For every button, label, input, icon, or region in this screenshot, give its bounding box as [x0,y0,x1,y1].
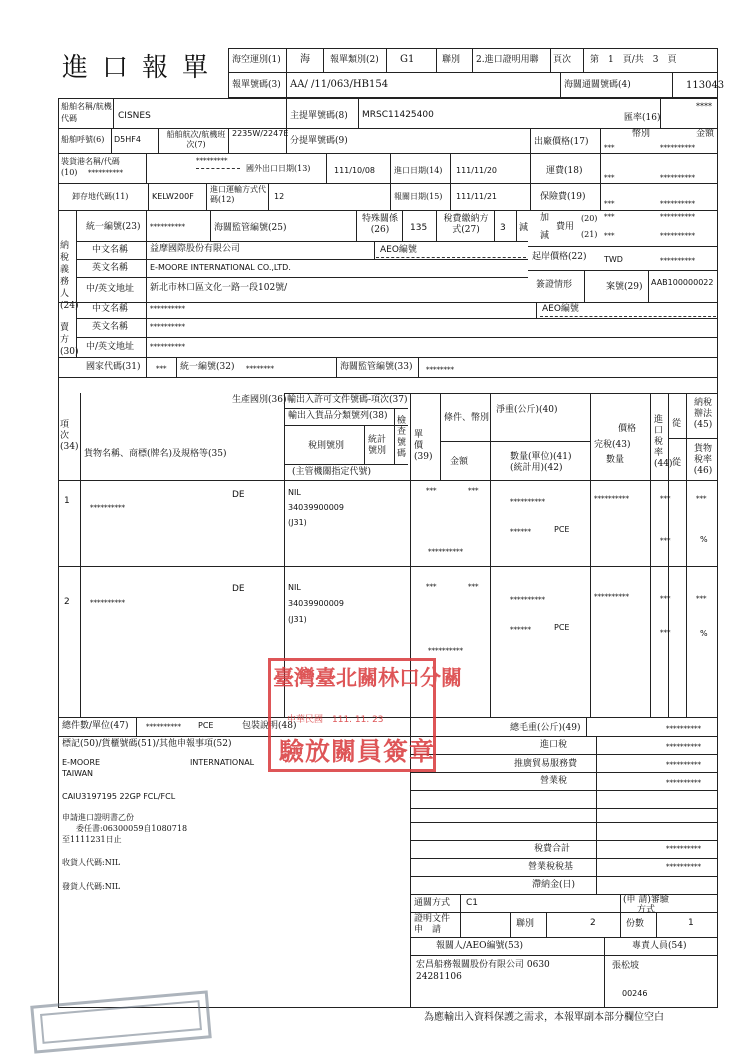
declaration-type: G1 [400,54,415,65]
vat-label: 營業稅 [540,776,568,786]
storage-code: KELW200F [152,192,194,201]
price-amount: ********** [660,144,695,152]
agency-label: (主管機關指定代號) [292,467,372,477]
sub-amount: ********** [660,232,695,240]
item-2-terms2: *** [468,583,479,591]
seller-en-name: ********** [150,323,185,331]
item-1-terms: *** [426,487,437,495]
declaration-type-label: 報單類別(2) [330,55,379,65]
marks-line-5: 委任書:06300059自1080718 [76,824,188,833]
item-1-rate: *** [660,495,671,503]
seller-supervise: ******** [426,366,454,374]
sub-label: 減 [540,231,550,241]
add-label: 加 [540,213,550,223]
item-2-origin: DE [232,584,245,594]
import-tax: ********** [666,743,701,751]
taxpayer-aeo-label: AEO編號 [380,245,417,255]
item-2-qty: ****** [510,626,531,634]
item-2-pct: % [700,629,708,638]
packages-unit: PCE [198,721,214,730]
item-2-method: *** [696,595,707,603]
seller-aeo-label: AEO編號 [542,304,579,314]
person-label: 專責人員(54) [632,941,687,951]
quantity-label: 數量 [606,455,625,465]
vat-base-label: 營業稅稅基 [528,862,574,872]
doc-count: 1 [688,918,694,928]
doc-label: 證明文件申 請 [414,914,451,935]
vat-base: ********** [666,863,701,871]
report-date-label: 報關日期(15) [394,192,443,201]
item-2-code: (J31) [288,615,307,624]
item-1-desc: ********** [90,504,125,512]
customs-code-label: 海關通關號碼(4) [564,80,631,90]
taxpayer-uid-label: 統一編號(23) [86,222,141,232]
price-currency: *** [604,144,615,152]
tax-total: ********** [666,845,701,853]
declaration-no-label: 報單號碼(3) [232,80,281,90]
loading-port-code: ********* [196,157,228,165]
item-2-tariff: 34039900009 [288,599,344,608]
loading-port-label: 裝貨港名稱/代碼(10) [61,157,120,177]
unit-amount-label: 金額 [450,457,469,467]
page-label: 頁次 [553,55,572,65]
taxpayer-en-name: E-MOORE INTERNATIONAL CO.,LTD. [150,263,291,272]
marks-line-4: 申請進口證明書乙份 [62,813,134,822]
import-method: 12 [274,192,285,201]
price-label: 出廠價格(17) [534,137,589,147]
packages-count: ********** [146,723,181,731]
copy-value: 2.進口證明用聯 [476,55,539,65]
item-2-net-weight: ********** [510,596,545,604]
item-2-rate: *** [660,595,671,603]
vessel-name: CISNES [118,111,151,121]
unit-price-label: 單價(39) [414,430,433,462]
sub-no: (21) [581,230,598,239]
country-code: *** [156,365,167,373]
import-method-label: 進口運輸方式代碼(12) [210,185,266,204]
taxpayer-cn-name: 益摩國際股份有限公司 [150,244,241,254]
insurance-label: 保險費(19) [540,192,586,202]
gross-weight-label: 總毛重(公斤)(49) [510,723,581,733]
item-1-rate-b: *** [660,537,671,545]
gross-weight: ********** [666,725,701,733]
clearance-method: C1 [466,898,479,908]
item-2-value: ********** [594,593,629,601]
vessel-name-label: 船舶名稱/航機代碼 [61,102,112,123]
stamp-bottom-text: 驗放關員簽章 [279,737,436,766]
marks-line-2: TAIWAN [62,769,94,778]
clearance-label: 通關方式 [414,898,451,908]
seller-supervise-label: 海關監管編號(33) [340,362,413,372]
subtract-sign: 減 [519,223,529,233]
storage-label: 卸存地代碼(11) [72,192,129,201]
transport-mode: 海 [300,54,310,65]
value-label: 價格 [618,424,637,434]
sub-bl-label: 分提單號碼(9) [290,136,348,146]
seller-section-label: 賣方(30) [60,323,79,357]
copy-label: 聯別 [442,55,461,65]
item-2-rate-b: *** [660,629,671,637]
case-label: 案號(29) [606,282,643,292]
item-1-terms2: *** [468,487,479,495]
taxpayer-supervise-label: 海關監管編號(25) [214,223,287,233]
insurance-currency: *** [604,200,615,208]
packages-label: 總件數/單位(47) [62,721,129,731]
item-1-value: ********** [594,495,629,503]
freight-amount: ********** [660,174,695,182]
exchange-label: 匯率(16) [624,113,661,123]
export-date: 111/10/08 [334,166,376,175]
fee-label: 費用 [556,222,575,232]
doc-count-label: 份數 [626,919,645,929]
seller-en-name-label: 英文名稱 [92,322,129,332]
item-2-permit: NIL [288,583,301,592]
item-no-label: 項次(34) [60,420,79,452]
stamp-top-text: 臺灣臺北關林口分關 [273,665,462,690]
special-value: 135 [410,223,428,233]
exchange-rate: **** [696,102,712,111]
receiver-code: 收貨人代碼:NIL [62,858,121,867]
callsign: D5HF4 [114,135,141,144]
seller-cn-name: ********** [150,305,185,313]
item-2-desc: ********** [90,599,125,607]
declaration-no: AA/ /11/063/HB154 [290,79,389,90]
item-2-unit: PCE [554,623,570,632]
late-fee-label: 滯納金(日) [532,880,576,890]
seller-uid: ******** [246,365,274,373]
cif-currency: TWD [604,255,623,264]
qty-label: 數量(單位)(41)(統計用)(42) [510,452,572,473]
add-currency: *** [604,213,615,221]
freight-label: 運費(18) [546,166,583,176]
taxpayer-cn-name-label: 中文名稱 [92,245,129,255]
origin-label: 生產國別(36) [232,395,287,405]
country-label: 國家代碼(31) [86,362,141,372]
broker-name: 宏昌船務報關股份有限公司 0630 24281106 [416,960,550,982]
item-1-origin: DE [232,490,245,500]
shipper-code: 發貨人代碼:NIL [62,882,121,891]
tax-method-label: 稅費繳納方式(27) [443,214,489,235]
class-label: 輸出入貨品分類號列(38) [288,411,388,421]
taxpayer-uid: ********** [150,223,185,231]
item-1-amount: ********** [428,548,463,556]
promo-fee: ********** [666,761,701,769]
item-1-net-weight: ********** [510,498,545,506]
seller-uid-label: 統一編號(32) [180,362,235,372]
loading-port: ********** [88,169,123,177]
cif-label: 起岸價格(22) [532,252,587,262]
item-2-amount: ********** [428,647,463,655]
marks-line-6: 至1111231日止 [62,835,122,844]
taxpayer-address: 新北市林口區文化一路一段102號/ [150,283,288,293]
bl-label: 主提單號碼(8) [290,111,348,121]
taxpayer-section-label: 納稅義務人(24) [60,241,79,311]
tax-total-label: 稅費合計 [534,844,571,854]
customs-stamp [268,658,462,772]
freight-currency: *** [604,174,615,182]
tariff-label: 稅則號別 [308,441,345,451]
add-amount: ********** [660,213,695,221]
currency-label: 幣別 [632,129,651,139]
method-label: 納稅辦法(45) [693,398,713,430]
cif-amount: ********** [660,257,695,265]
customs-code: 113043 [686,80,725,91]
transport-mode-label: 海空運別(1) [232,55,281,65]
rate-label: 進口稅率(44) [654,415,673,469]
insurance-amount: ********** [660,200,695,208]
report-date: 111/11/21 [456,192,498,201]
page-value: 第 1 頁/共 3 頁 [590,55,677,65]
item-1-qty: ****** [510,528,531,536]
import-date-label: 進口日期(14) [394,166,443,175]
broker-label: 報關人/AEO編號(53) [436,941,523,951]
marks-line-1b: INTERNATIONAL [190,758,255,767]
marks-line-3: CAIU3197195 22GP FCL/FCL [62,792,176,801]
goods-tax-label: 貨物稅率(46) [693,444,713,476]
bl-number: MRSC11425400 [362,110,434,120]
item-2-terms: *** [426,583,437,591]
net-weight-label: 淨重(公斤)(40) [496,405,558,415]
marks-line-1a: E-MOORE [62,758,101,767]
person-code: 00246 [622,989,648,998]
taxpayer-en-name-label: 英文名稱 [92,263,129,273]
case-number: AAB100000022 [651,278,714,287]
stat-label: 統計號別 [368,435,387,456]
item-1-permit: NIL [288,488,301,497]
basis-label-2: 從 [672,458,682,468]
tax-method: 3 [500,223,506,233]
voyage-label: 船舶航次/航機班次(7) [166,130,226,149]
doc-copy-label: 聯別 [516,919,535,929]
voyage: 2235W/2247E [232,129,289,138]
doc-copy: 2 [590,918,596,928]
item-1-tariff: 34039900009 [288,503,344,512]
terms-label: 條件、幣別 [444,413,490,423]
amount-label: 金額 [696,129,715,139]
add-no: (20) [581,214,598,223]
basis-label-1: 從 [672,419,682,429]
sub-currency: *** [604,232,615,240]
item-1-no: 1 [64,496,70,506]
marks-label: 標記(50)/貨櫃號碼(51)/其他申報事項(52) [62,739,232,749]
seller-cn-name-label: 中文名稱 [92,304,129,314]
form-title: 進口報單 [62,53,223,83]
special-label: 特殊關係(26) [361,214,398,235]
seller-address-label: 中/英文地址 [86,342,135,352]
inspect-label: 檢查號碼 [397,416,407,459]
duty-value-label: 完稅(43) [594,440,631,450]
callsign-label: 船舶呼號(6) [61,135,105,144]
visa-label: 簽證情形 [536,280,573,290]
export-date-label: 國外出口日期(13) [246,164,311,173]
review-method-label: (申 請)審驗方式 [623,895,669,915]
vat: ********** [666,779,701,787]
item-1-method: *** [696,495,707,503]
permit-label: 輸出入許可文件號碼-項次(37) [287,395,408,405]
person-name: 張松坡 [612,961,640,971]
seller-address: ********** [150,343,185,351]
desc-label: 貨物名稱、商標(牌名)及規格等(35) [84,449,227,459]
import-tax-label: 進口稅 [540,740,568,750]
item-2-no: 2 [64,597,70,607]
taxpayer-address-label: 中/英文地址 [86,284,135,294]
promo-fee-label: 推廣貿易服務費 [514,759,578,769]
footer-note: 為應輸出入資料保護之需求，本報單副本部分欄位空白 [424,1012,664,1023]
item-1-unit: PCE [554,525,570,534]
import-date: 111/11/20 [456,166,498,175]
stamp-date: 中華民國 111. 11. 23 [287,715,384,725]
item-1-pct: % [700,535,708,544]
item-1-code: (J31) [288,518,307,527]
pack-desc-label: 包裝說明(48) [242,721,297,731]
